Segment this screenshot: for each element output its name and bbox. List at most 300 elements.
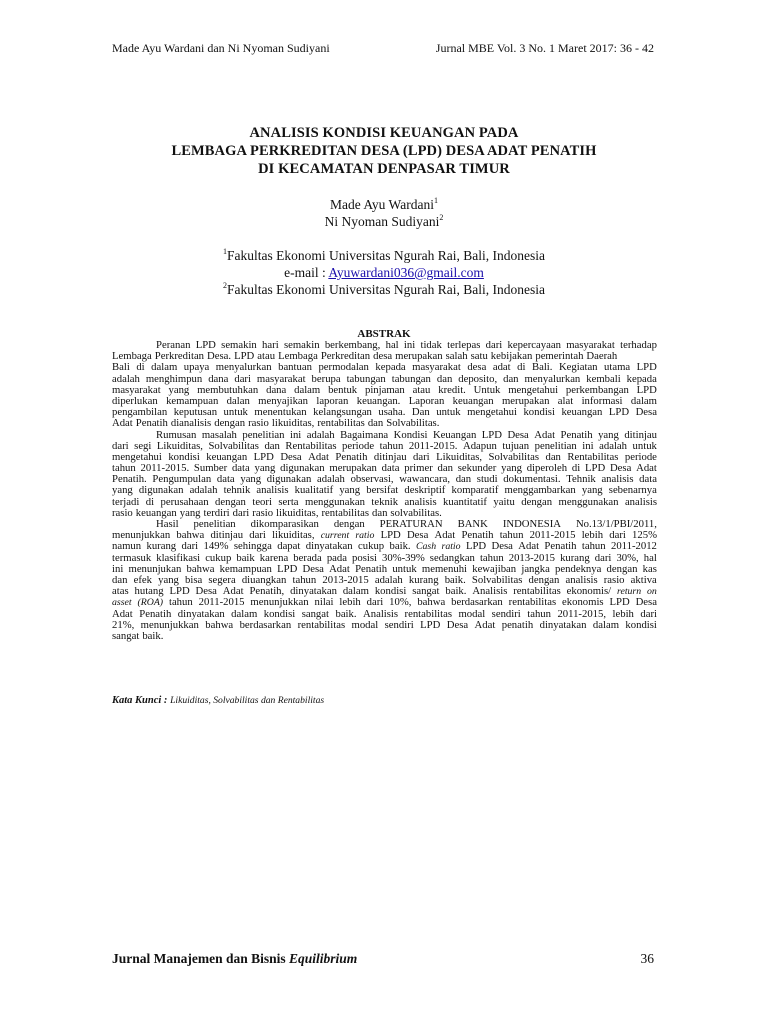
abstract-word: menunjukkan — [112, 529, 171, 542]
abstract-word: Penatih — [544, 540, 577, 553]
abstract-word: bantuan — [278, 361, 312, 374]
abstract-word: LPD — [253, 450, 274, 463]
paper-title — [0, 124, 768, 178]
abstract-word: 2011-2015. — [140, 462, 190, 475]
abstract-word: diperlukan — [112, 394, 158, 407]
abstract-word: sebenarnya — [608, 484, 657, 497]
abstract-word: menggunakan — [305, 495, 365, 508]
abstract-word: rentabilitas — [297, 618, 346, 631]
abstract-word: Cash — [415, 541, 437, 553]
abstract-word: di — [136, 361, 145, 374]
abstract-word: Daerah — [586, 350, 618, 363]
abstract-word: Rumusan — [156, 428, 197, 441]
abstract-word: dinyatakan — [290, 585, 337, 598]
abstract-word: LPD — [380, 529, 401, 542]
abstract-word: BANK — [457, 518, 488, 530]
abstract-word: tahun — [112, 462, 136, 475]
abstract-word: Solvabilitas — [208, 439, 259, 452]
abstract-word: rentabilitas — [404, 607, 453, 620]
abstract-word: periode — [624, 450, 657, 463]
abstract-word: untuk — [223, 406, 248, 419]
abstract-word: LPD — [465, 540, 487, 553]
abstract-word: dalam — [294, 383, 321, 396]
abstract-word: dalam — [592, 618, 620, 631]
abstract-word: pengambilan — [112, 406, 168, 419]
abstract-word: tabungan — [346, 372, 386, 385]
abstract-word: data — [381, 462, 400, 475]
abstract-word: Solvabilitas. — [386, 417, 440, 430]
abstract-word: cukup — [358, 540, 385, 553]
abstract-word: perusahaan — [160, 495, 209, 508]
abstract-word: penelitian — [242, 428, 285, 441]
abstract-word: Desa — [280, 450, 302, 463]
abstract-word: teknik — [371, 495, 399, 508]
abstract-word: baik. — [445, 585, 467, 598]
abstract-word: tahun — [379, 439, 404, 452]
abstract-word: 10%, — [389, 596, 412, 609]
abstract-word: perkembangan — [565, 383, 629, 396]
abstract-word: dianalisis — [170, 417, 212, 430]
abstract-word: Adat — [329, 562, 350, 575]
abstract-word: menggambarkan — [504, 484, 576, 497]
abstract-word: atas — [112, 585, 129, 598]
abstract-word: menentukan — [254, 406, 307, 419]
abstract-word: Desa — [635, 596, 657, 609]
abstract-word: sangat — [112, 629, 140, 642]
abstract-word: dari — [112, 439, 129, 452]
abstract-word: teori — [252, 495, 272, 508]
abstract-word: 30%, — [616, 551, 639, 564]
abstract-word: 2013-2015 — [322, 573, 369, 586]
abstract-word: dikomparasikan — [250, 518, 319, 530]
abstract-word: Lembaga — [278, 350, 318, 363]
abstract-word: Peranan — [156, 339, 191, 351]
abstract-word: tidak — [420, 339, 442, 351]
abstract-word: yang — [254, 462, 276, 475]
abstract-word: keputusan — [173, 406, 218, 419]
abstract-word: keuangan — [452, 394, 494, 407]
abstract-word: ini — [289, 428, 302, 441]
abstract-word: dari — [232, 506, 250, 519]
abstract-word: sangat — [301, 607, 329, 620]
abstract-word: analisis — [565, 573, 598, 586]
abstract-word: dari — [234, 372, 251, 385]
abstract-word: adalah — [112, 372, 140, 385]
abstract-word: yang — [112, 484, 133, 497]
abstract-word: 2011-2015 — [198, 596, 245, 609]
abstract-word: dari — [366, 596, 384, 609]
abstract-line — [112, 609, 657, 620]
abstract-word: Untuk — [473, 383, 501, 396]
abstract-word: permodalan — [318, 361, 369, 374]
abstract-word: dengan — [333, 518, 365, 530]
abstract-word: LPD — [584, 462, 606, 475]
abstract-word: INDONESIA — [502, 518, 561, 530]
abstract-line — [112, 541, 657, 552]
abstract-word: Analisis — [472, 585, 508, 598]
abstract-word: rasio — [603, 573, 625, 586]
abstract-word: untuk — [632, 439, 657, 452]
abstract-word: digunakan — [280, 462, 325, 475]
page-number: 36 — [640, 951, 654, 966]
abstract-word: dari — [181, 540, 199, 553]
abstract-word: analisis — [256, 484, 289, 497]
abstract-word: usaha. — [378, 406, 406, 419]
abstract-word: 149% — [203, 540, 229, 553]
abstract-word: baik. — [335, 607, 357, 620]
abstract-word: bahwa — [176, 529, 205, 542]
abstract-word: Penatih — [560, 428, 593, 441]
abstract-word: 2013-2015 — [508, 551, 556, 564]
abstract-word: analisis — [404, 495, 437, 508]
abstract-word: No.13/1/PBI/2011, — [575, 518, 657, 530]
abstract-word: dinyatakan — [539, 618, 587, 631]
abstract-word: dokumentasi. — [503, 473, 561, 486]
abstract-word: merupakan — [501, 394, 550, 407]
abstract-word: penelitian — [193, 518, 236, 530]
abstract-word: salah — [445, 350, 468, 363]
abstract-word: Adat — [222, 585, 244, 598]
abstract-word: yang — [501, 462, 522, 475]
abstract-word: membutuhkan — [197, 383, 259, 396]
abstract-word: LPD — [195, 339, 216, 351]
abstract-word: pada — [326, 551, 347, 564]
abstract-word: rentabilitas — [321, 506, 369, 519]
abstract-word: dan — [503, 372, 519, 385]
abstract-word: Solvabilitas — [488, 450, 540, 463]
abstract-word: likuiditas, — [272, 529, 315, 542]
abstract-word: Tehnik — [566, 473, 596, 486]
abstract-word: Penatih — [355, 562, 388, 575]
abstract-word: utama — [604, 361, 631, 374]
author: Made Ayu Wardani$^1$ — [330, 196, 438, 212]
abstract-line — [112, 418, 657, 429]
abstract-word: sehingga — [233, 540, 272, 553]
abstract-word: segera — [208, 573, 236, 586]
abstract-word: berada — [293, 551, 322, 564]
abstract-word: memenuhi — [421, 562, 468, 575]
abstract-line — [112, 430, 657, 441]
abstract-word: dan — [436, 372, 453, 385]
abstract-word: dalam — [231, 607, 258, 620]
abstract-word: kondisi — [263, 607, 296, 620]
abstract-word: 125% — [632, 529, 657, 542]
abstract-word: Desa — [195, 585, 217, 598]
abstract-word: hal — [385, 339, 399, 351]
abstract-word: dari — [609, 529, 626, 542]
abstract-word: yang — [158, 573, 179, 586]
abstract-word: Desa — [635, 406, 657, 419]
abstract-heading: ABSTRAK — [357, 328, 411, 340]
running-header-authors: Made Ayu Wardani dan Ni Nyoman Sudiyani — [112, 41, 330, 55]
abstract-word: Hasil — [156, 518, 179, 530]
abstract-word: 2011-2015 — [529, 529, 576, 542]
abstract-word: Adat — [434, 529, 456, 542]
abstract-word: pinjaman — [364, 383, 405, 396]
abstract-word: yaitu — [493, 495, 515, 508]
abstract-word: LPD — [481, 428, 502, 441]
abstract-word: bahwa — [186, 562, 215, 575]
abstract-word: Rentabilitas — [285, 439, 337, 452]
abstract-word: menyalurkan — [215, 361, 272, 374]
abstract-word: berdasarkan — [451, 596, 503, 609]
abstract-word: ratio — [355, 530, 375, 542]
abstract-word: Penatih — [335, 450, 368, 463]
abstract-word: berkembang, — [324, 339, 381, 351]
abstract-word: sendiri — [491, 607, 521, 620]
abstract-word: Penatih — [139, 607, 172, 620]
abstract-word: dengan — [214, 417, 246, 430]
abstract-word: modal — [458, 607, 486, 620]
abstract-word: Likuiditas, — [156, 439, 203, 452]
title-line: DI KECAMATAN DENPASAR TIMUR — [258, 161, 510, 177]
abstract-word: dari — [413, 450, 430, 463]
abstract-word: Adat — [112, 607, 133, 620]
abstract-word: digunakan — [138, 484, 184, 497]
abstract-word: kuantitatif — [443, 495, 487, 508]
abstract-word: atau — [412, 383, 431, 396]
abstract-word: menghimpun — [145, 372, 203, 385]
abstract-word: LPD — [169, 585, 190, 598]
abstract-word: Adat — [474, 618, 496, 631]
abstract-word: terjadi — [112, 495, 140, 508]
abstract-word: Adat — [308, 450, 329, 463]
abstract-word: ini — [582, 439, 594, 452]
abstract-word: kepada — [626, 372, 657, 385]
abstract-word: Perkreditan — [320, 350, 371, 363]
abstract-word: masalah — [201, 428, 237, 441]
abstract-word: termasuk — [112, 551, 152, 564]
abstract-word: Penatih — [135, 417, 168, 430]
abstract-word: hal — [643, 551, 657, 564]
abstract-word: Desa — [446, 618, 469, 631]
abstract-word: Bali — [112, 361, 130, 374]
abstract-word: kurang — [560, 551, 590, 564]
abstract-word: penelitian — [534, 439, 577, 452]
abstract-word: menunjukan — [128, 562, 182, 575]
abstract-word: likuiditas, — [276, 506, 319, 519]
abstract-word: berdasarkan — [239, 618, 292, 631]
abstract-word: adat — [492, 361, 511, 374]
abstract-word: klasifikasi — [156, 551, 201, 564]
abstract-word: LPD — [636, 383, 657, 396]
author-list — [0, 196, 768, 230]
abstract-word: tahun — [499, 529, 524, 542]
abstract-word: ditinjau — [373, 450, 407, 463]
abstract-word: 21%, — [112, 618, 135, 631]
abstract-word: dinyatakan — [305, 540, 353, 553]
abstract-word: mengetahui — [467, 406, 517, 419]
abstract-word: digunakan — [266, 473, 312, 486]
abstract-word: data — [216, 473, 235, 486]
abstract-word: (ROA) — [137, 597, 164, 609]
abstract-word: baik. — [444, 573, 466, 586]
abstract-word: sendiri — [384, 618, 414, 631]
abstract-word: 2011-2015, — [557, 607, 607, 620]
abstract-word: kurang — [146, 540, 177, 553]
abstract-word: aktiva — [630, 573, 657, 586]
abstract-word: alat — [557, 394, 574, 407]
abstract-word: tehnik — [223, 484, 251, 497]
abstract-word: pendeknya — [555, 562, 602, 575]
abstract-word: menggunakan — [558, 495, 619, 508]
abstract-word: adalah — [599, 439, 628, 452]
abstract-word: 2011-2012 — [610, 540, 657, 553]
abstract-word: Lembaga — [112, 350, 152, 363]
abstract-word: satu — [470, 350, 488, 363]
affiliations — [0, 247, 768, 298]
abstract-word: Desa — [491, 540, 513, 553]
abstract-word: Adat — [518, 540, 540, 553]
abstract-word: ditinjau — [210, 529, 244, 542]
abstract-word: dengan — [606, 562, 638, 575]
abstract-word: lebih — [339, 596, 361, 609]
abstract-word: hari — [262, 339, 279, 351]
abstract-word: Desa — [609, 462, 632, 475]
abstract-word: ratio — [441, 541, 461, 553]
abstract-word: rasio — [112, 506, 133, 519]
abstract-word: LPD — [420, 618, 441, 631]
abstract-word: nilai — [314, 596, 334, 609]
abstract-word: sekunder — [457, 462, 497, 475]
abstract-word: dalam — [342, 585, 369, 598]
author: Ni Nyoman Sudiyani$^2$ — [324, 213, 444, 229]
abstract-word: adalah — [189, 484, 218, 497]
abstract-word: rentabilitas — [513, 585, 561, 598]
abstract-word: masyarakat — [412, 361, 461, 374]
keywords-label: Kata Kunci : — [112, 695, 171, 706]
abstract-word: Sumber — [193, 462, 228, 475]
keywords — [112, 695, 324, 706]
abstract-word: diuangkan — [241, 573, 287, 586]
abstract-word: primer — [404, 462, 433, 475]
abstract-word: Penatih, — [249, 585, 285, 598]
abstract-word: serta — [278, 495, 299, 508]
abstract-word: rentabilitas — [508, 596, 557, 609]
abstract-word: adalah — [306, 428, 335, 441]
abstract-word: lebih — [581, 529, 604, 542]
abstract-word: dana — [208, 372, 229, 385]
abstract-word: current — [320, 530, 350, 542]
abstract-word: atau — [257, 350, 276, 363]
abstract-word: baik. — [142, 629, 164, 642]
abstract-word: yang — [339, 484, 361, 497]
abstract-word: rasio — [248, 417, 269, 430]
abstract-word: mengetahui — [508, 383, 559, 396]
abstract-word: Desa — [507, 428, 529, 441]
abstract-word: untuk — [436, 406, 461, 419]
abstract-word: Bali. — [531, 361, 553, 374]
abstract-word: dalam — [630, 394, 657, 407]
abstract-word: ditinjau — [624, 428, 657, 441]
abstract-word: yang — [240, 473, 262, 486]
abstract-word: Adapun — [463, 439, 497, 452]
abstract-word: yang — [168, 383, 190, 396]
abstract-line — [112, 485, 657, 496]
abstract-word: keuangan — [561, 406, 603, 419]
abstract-word: deskriptif — [404, 484, 446, 497]
abstract-word: kepercayaan — [507, 339, 561, 351]
abstract-word: keuangan — [135, 506, 177, 519]
abstract-word: tahun — [168, 596, 193, 609]
abstract-word: Desa — [406, 529, 429, 542]
abstract-word: dari — [594, 551, 612, 564]
affiliation-2: $^2$Fakultas Ekonomi Universitas Ngurah Rai, Bali, Indonesia — [223, 281, 545, 297]
abstract-word: studi — [476, 473, 498, 486]
abstract-word: dinyatakan — [177, 607, 225, 620]
abstract-word: data — [231, 462, 250, 475]
abstract-word: yang — [179, 506, 201, 519]
abstract-word: dari — [249, 529, 266, 542]
abstract-word: on — [647, 586, 657, 598]
abstract-word: LPD — [608, 406, 630, 419]
abstract-word: adalah — [374, 573, 403, 586]
abstract-word: masyarakat — [566, 339, 615, 351]
abstract-word: posisi — [352, 551, 377, 564]
abstract-word: masyarakat — [112, 383, 161, 396]
abstract-word: tahun — [527, 607, 551, 620]
abstract-word: tahun — [292, 573, 317, 586]
abstract-word: karena — [259, 551, 289, 564]
abstract-word: Keuangan — [432, 428, 477, 441]
abstract-word: dan — [371, 506, 388, 519]
abstract-word: Desa. — [207, 350, 232, 363]
abstract-word: bersifat — [366, 484, 399, 497]
abstract-word: segi — [134, 439, 152, 452]
abstract-word: kas — [642, 562, 657, 575]
abstract-line — [112, 620, 657, 631]
abstract-word: baik. — [389, 540, 411, 553]
abstract-word: mengetahui — [112, 450, 162, 463]
abstract-word: Analisis — [363, 607, 399, 620]
abstract-word: 30%-39% — [382, 551, 425, 564]
abstract-word: sangat — [412, 585, 440, 598]
abstract-word: wawancara, — [399, 473, 451, 486]
abstract-word: kualitatif — [294, 484, 334, 497]
abstract-word: return — [617, 586, 642, 598]
abstract-word: bisa — [185, 573, 203, 586]
abstract-word: adalah — [317, 473, 345, 486]
abstract-word: dana — [266, 383, 287, 396]
affiliation-1: $^1$Fakultas Ekonomi Universitas Ngurah Rai, Bali, Indonesia — [223, 247, 545, 263]
abstract-word: semakin — [221, 339, 257, 351]
abstract-word: Kondisi — [393, 428, 428, 441]
abstract-word: sedangkan — [429, 551, 475, 564]
abstract-word: solvabilitas. — [390, 506, 442, 519]
abstract-word: terlepas — [447, 339, 481, 351]
abstract-word: laporan — [316, 394, 349, 407]
abstract-word: namun — [112, 540, 142, 553]
abstract-word: desa — [373, 350, 393, 363]
abstract-word: dari — [640, 607, 657, 620]
abstract-word: upaya — [183, 361, 210, 374]
abstract-word: likuiditas, — [271, 417, 315, 430]
abstract-word: yang — [581, 484, 603, 497]
abstract-word: bentuk — [328, 383, 358, 396]
abstract-word: dan — [112, 573, 128, 586]
abstract-word: tahun — [479, 551, 504, 564]
abstract-word: dan — [264, 439, 280, 452]
abstract-word: berupa — [311, 372, 341, 385]
abstract-word: kemampuan — [166, 394, 219, 407]
abstract-word: observasi, — [350, 473, 394, 486]
abstract-word: dari — [485, 339, 503, 351]
abstract-word: data — [639, 473, 657, 486]
abstract-word: analisis — [624, 495, 657, 508]
abstract-word: tabungan — [391, 372, 431, 385]
abstract-body — [112, 340, 657, 642]
email-link[interactable]: Ayuwardani036@gmail.com — [328, 265, 484, 280]
